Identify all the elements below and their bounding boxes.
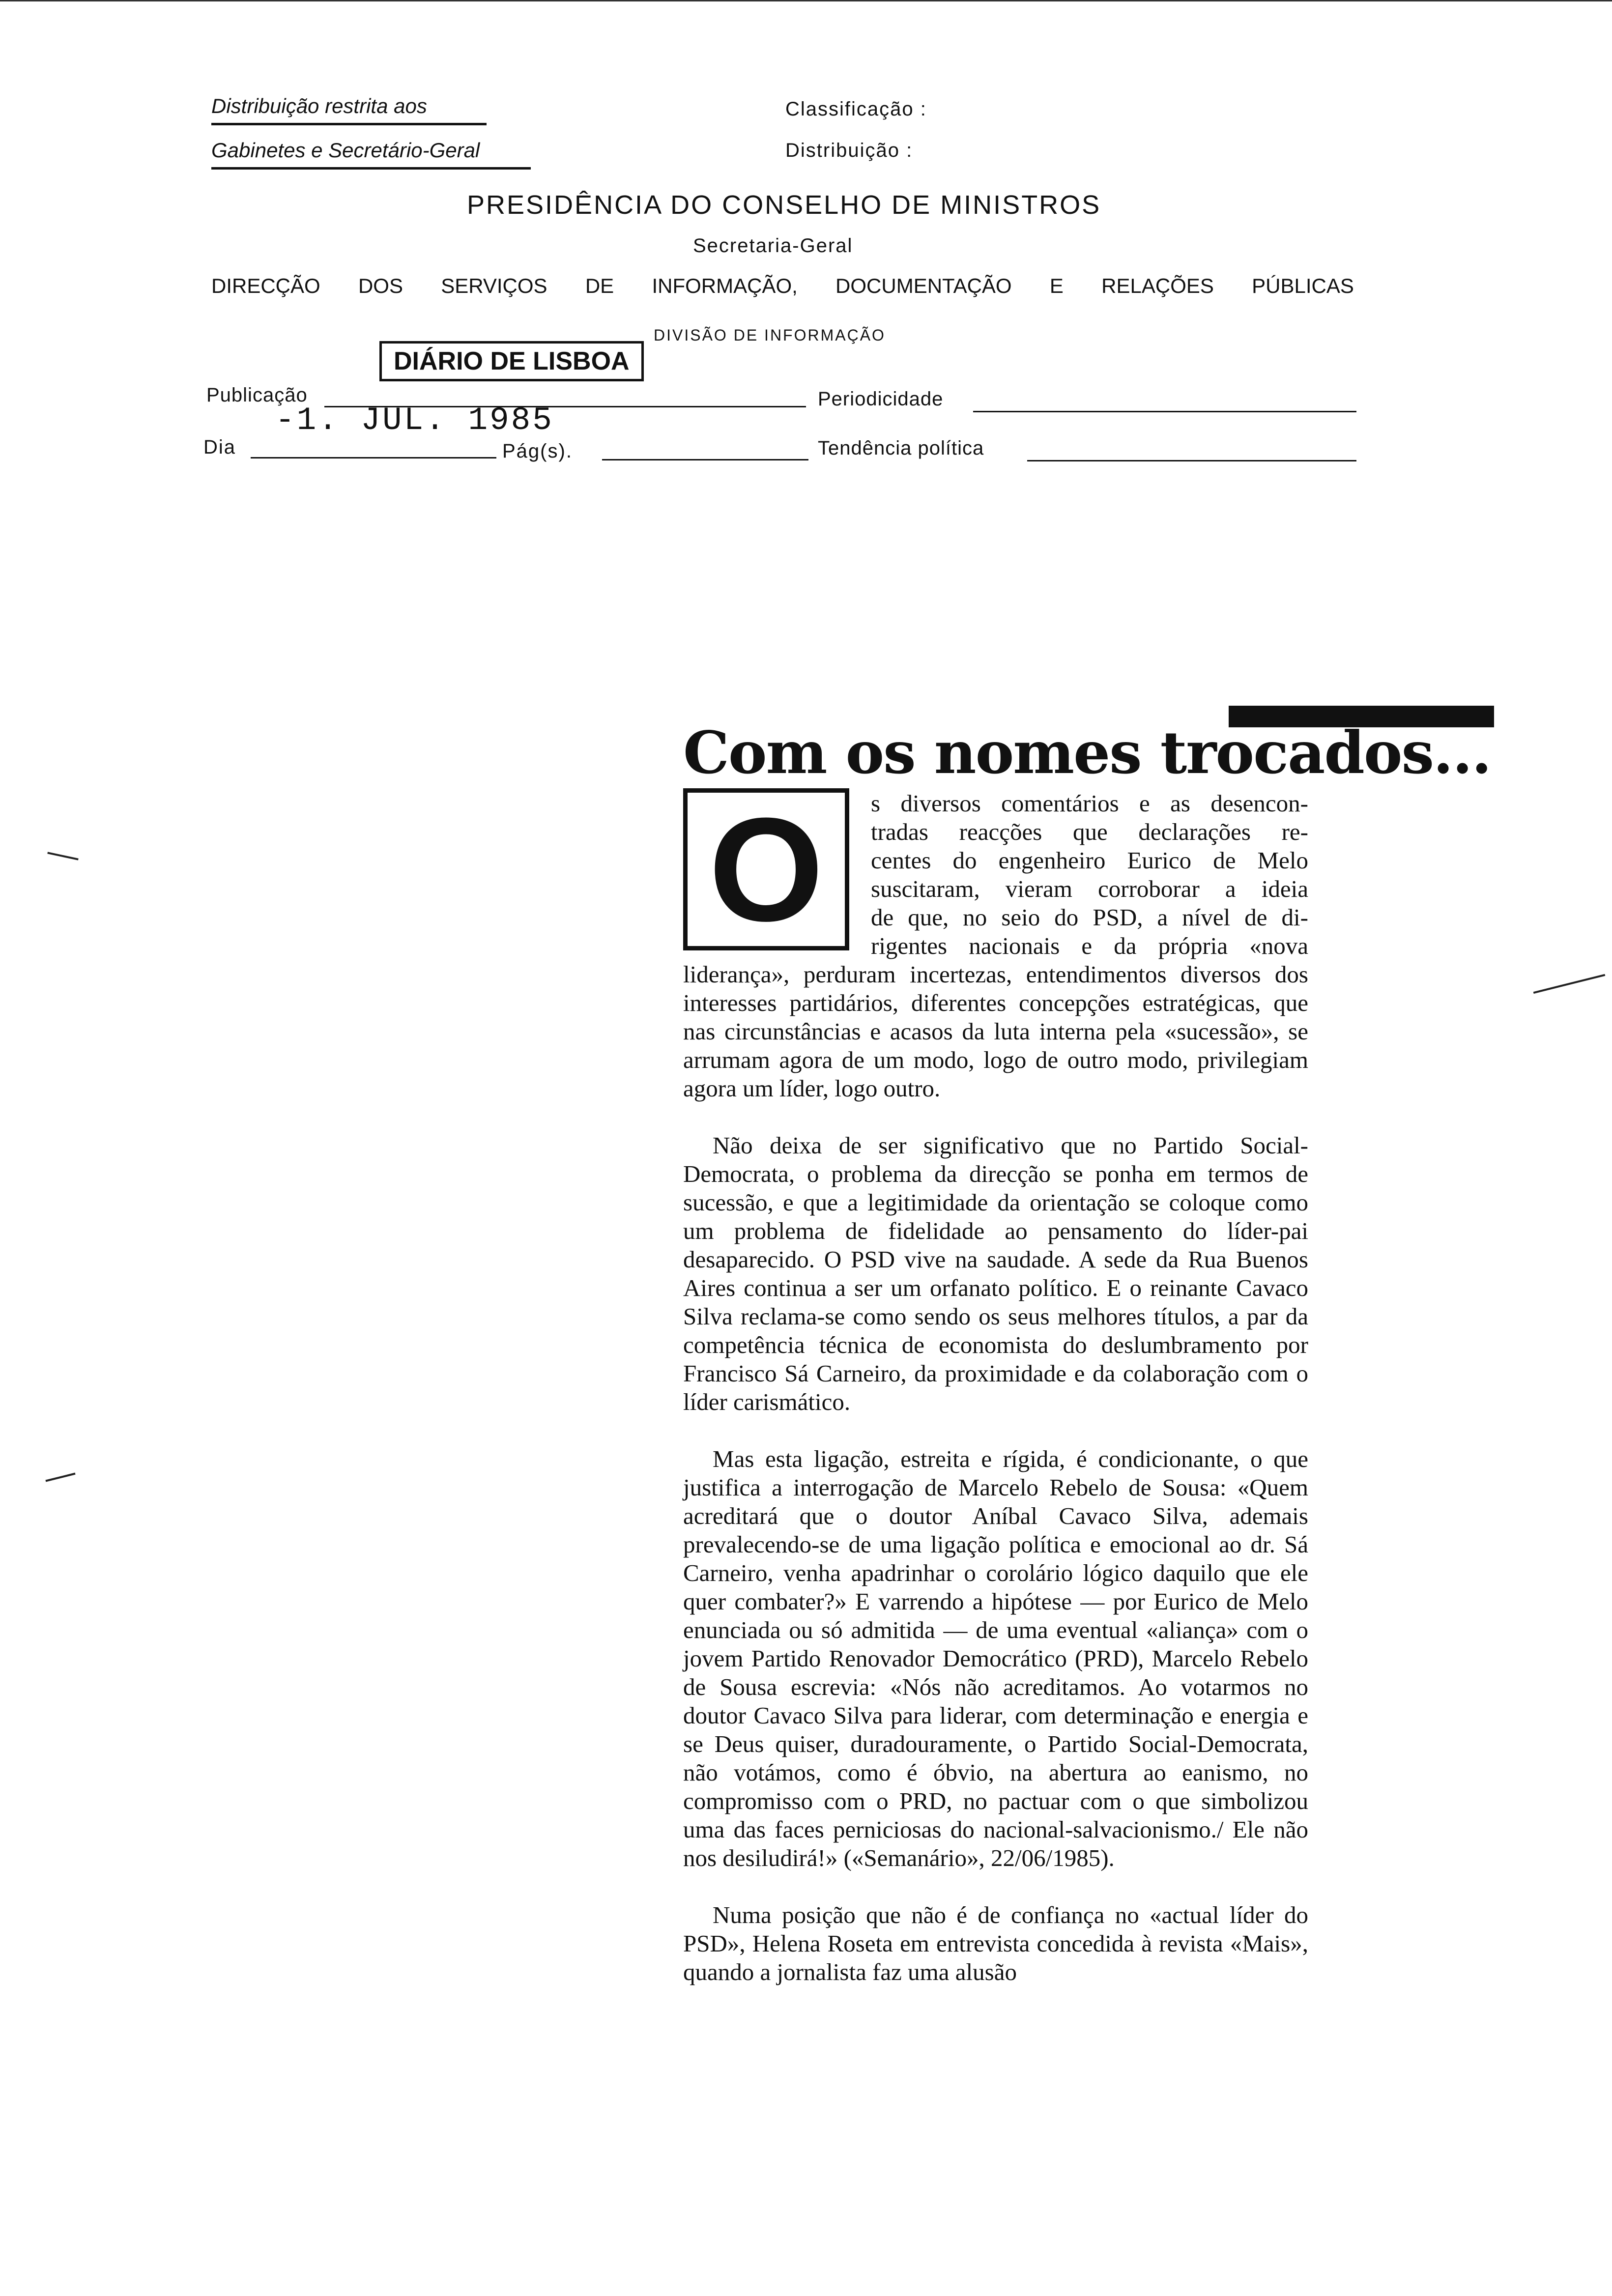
binder-mark	[45, 1473, 75, 1482]
restriction-line-1: Distribuição restrita aos	[211, 94, 487, 125]
paragraph-2: Não deixa de ser significativo que no Partido Social-Democrata, o problema da direcção se ponha em termos de sucessão, e que a legitimidade da orientação se coloque como um problema de fidelidade ao pensamento do líder-pai desaparecido. O PSD vive na saudade. A sede da Rua Buenos Aires continua a ser um orfanato político. E o reinante Cavaco Silva reclama-se como sendo os seus melhores títulos, a par da competência técnica de economista do deslumbramento por Francisco Sá Carneiro, da proximidade e da colaboração com o líder carismático.	[683, 1132, 1308, 1415]
tendencia-label: Tendência política	[818, 437, 984, 459]
headline: Com os nomes trocados...	[683, 718, 1491, 787]
paragraph-1-continued: liderança», perduram incertezas, entendimentos diversos dos interesses partidários, diferentes concepções estratégicas, que nas circunstâncias e acasos da luta interna pela «sucessão», se arrumam agora de um modo, logo de outro modo, privilegiam agora um líder, logo outro.	[683, 961, 1308, 1102]
direccao-word: PÚBLICAS	[1252, 274, 1354, 297]
direccao-word: DIRECÇÃO	[211, 274, 320, 297]
distribuicao-label: Distribuição :	[785, 140, 913, 161]
restriction-line-2: Gabinetes e Secretário-Geral	[211, 139, 531, 170]
paragraph-1-intro	[871, 789, 1308, 960]
direccao-word: DOS	[358, 274, 403, 297]
paragraph-3: Mas esta ligação, estreita e rígida, é condicionante, o que justifica a interrogação de Marcelo Rebelo de Sousa: «Quem acreditará que o doutor Aníbal Cavaco Silva, ademais prevalecendo-se de uma ligação política e emocional ao dr. Sá Carneiro, venha apadrinhar o corolário lógico daquilo que ele quer combater?» E varrendo a hipótese — por Eurico de Melo enunciada ou só admitida — de uma eventual «aliança» com o jovem Partido Renovador Democrático (PRD), Marcelo Rebelo de Sousa escrevia: «Nós não acreditamos. Ao votarmos no doutor Cavaco Silva para liderar, com determinação e energia e se Deus quiser, duradouramente, o Partido Social-Democrata, não votámos, como é óbvio, na abertura ao eanismo, no compromisso com o PRD, no pactuar com o que simbolizou uma das faces perniciosas do nacional-salvacionismo./ Ele não nos desiludirá!» («Semanário», 22/06/1985).	[683, 1445, 1308, 1871]
periodicidade-line	[973, 411, 1356, 412]
direccao-word: INFORMAÇÃO,	[652, 274, 798, 297]
drop-cap-letter: O	[709, 787, 824, 952]
binder-mark	[47, 852, 78, 860]
date-stamp: -1. JUL. 1985	[275, 402, 554, 439]
paragraph-1-line: de que, no seio do PSD, a nível de di-	[871, 904, 1308, 931]
classificacao-label: Classificação :	[785, 98, 927, 120]
drop-cap-box	[683, 788, 849, 950]
direccao-word: SERVIÇOS	[441, 274, 547, 297]
pags-line	[602, 459, 808, 460]
publicacao-label: Publicação	[206, 384, 308, 406]
paragraph-1-line: tradas reacções que declarações re-	[871, 818, 1308, 845]
direccao-line	[211, 274, 1354, 298]
article-column	[683, 960, 1308, 1986]
scan-top-edge	[0, 0, 1612, 1]
publication-stamp: DIÁRIO DE LISBOA	[379, 341, 644, 381]
direccao-word: DOCUMENTAÇÃO	[835, 274, 1012, 297]
divisao-informacao: DIVISÃO DE INFORMAÇÃO	[654, 326, 886, 344]
direccao-word: DE	[585, 274, 614, 297]
ministry-title: PRESIDÊNCIA DO CONSELHO DE MINISTROS	[467, 190, 1101, 220]
tendencia-line	[1027, 460, 1356, 461]
direccao-word: RELAÇÕES	[1101, 274, 1214, 297]
direccao-word: E	[1049, 274, 1064, 297]
paragraph-4: Numa posição que não é de confiança no «actual líder do PSD», Helena Roseta em entrevista concedida à revista «Mais», quando a jornalista faz uma alusão	[683, 1901, 1308, 1985]
margin-pencil-mark	[1533, 974, 1606, 994]
dia-label: Dia	[203, 436, 236, 458]
periodicidade-label: Periodicidade	[818, 388, 944, 410]
pags-label: Pág(s).	[502, 440, 573, 462]
paragraph-1-line: centes do engenheiro Eurico de Melo	[871, 847, 1308, 874]
paragraph-1-line: rigentes nacionais e da própria «nova	[871, 932, 1308, 959]
dia-line	[251, 457, 496, 459]
paragraph-1-line: suscitaram, vieram corroborar a ideia	[871, 875, 1308, 902]
secretaria-geral: Secretaria-Geral	[693, 235, 853, 257]
paragraph-1-line: s diversos comentários e as desencon-	[871, 790, 1308, 817]
